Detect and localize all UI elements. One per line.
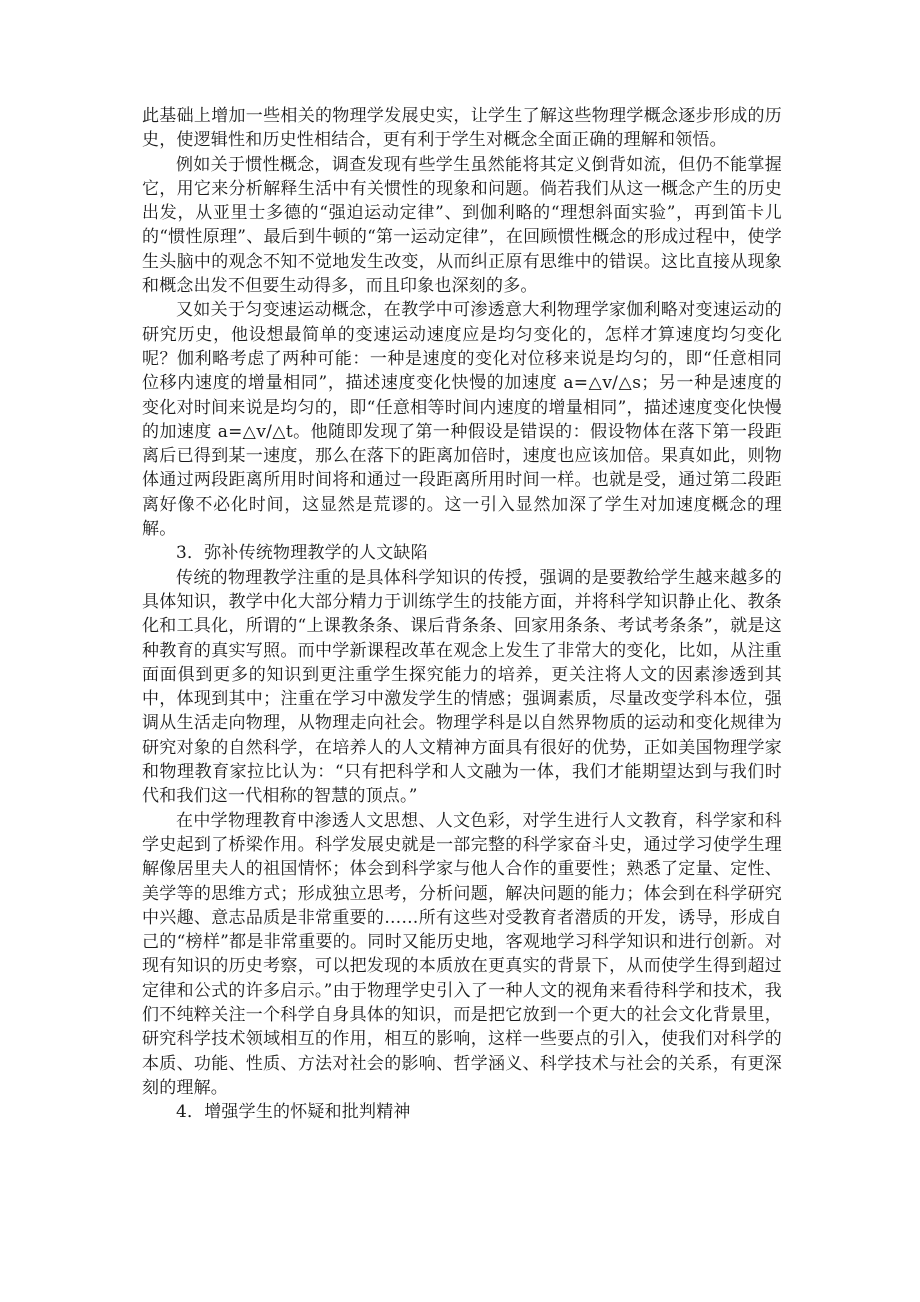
document-body bbox=[142, 104, 782, 1124]
paragraph-traditional-teaching: 传统的物理教学注重的是具体科学知识的传授，强调的是要教给学生越来越多的具体知识，教学中化大部分精力于训练学生的技能方面，并将科学知识静止化、教条化和工具化，所谓的“上课教条条、课后背条条、回家用条条、考试考条条”，就是这种教育的真实写照。而中学新课程改革在观念上发生了非常大的变化，比如，从注重面面俱到更多的知识到更注重学生探究能力的培养，更关注将人文的因素渗透到其中，体现到其中；注重在学习中激发学生的情感；强调素质，尽量改变学科本位，强调从生活走向物理，从物理走向社会。物理学科是以自然界物质的运动和变化规律为研究对象的自然科学，在培养人的人文精神方面具有很好的优势，正如美国物理学家和物理教育家拉比认为：“只有把科学和人文融为一体，我们才能期望达到与我们时代和我们这一代相称的智慧的顶点。” bbox=[142, 567, 782, 807]
paragraph-uniform-acceleration-example: 又如关于匀变速运动概念，在教学中可渗透意大利物理学家伽利略对变速运动的研究历史，他设想最简单的变速运动速度应是均匀变化的，怎样才算速度均匀变化呢？伽利略考虑了两种可能：一种是速度的变化对位移来说是均匀的，即“任意相同位移内速度的增量相同”，描述速度变化快慢的加速度 a=△v/△s；另一种是速度的变化对时间来说是均匀的，即“任意相等时间内速度的增量相同”，描述速度变化快慢的加速度 a=△v/△t。他随即发现了第一种假设是错误的：假设物体在落下第一段距离后已得到某一速度，那么在落下的距离加倍时，速度也应该加倍。果真如此，则物体通过两段距离所用时间将和通过一段距离所用时间一样。也就是受，通过第二段距离好像不必化时间，这显然是荒谬的。这一引入显然加深了学生对加速度概念的理解。 bbox=[142, 300, 782, 540]
paragraph-inertia-example: 例如关于惯性概念，调查发现有些学生虽然能将其定义倒背如流，但仍不能掌握它，用它来分析解释生活中有关惯性的现象和问题。倘若我们从这一概念产生的历史出发，从亚里士多德的“强迫运动定律”、到伽利略的“理想斜面实验”，再到笛卡儿的“惯性原理”、最后到牛顿的“第一运动定律”，在回顾惯性概念的形成过程中，使学生头脑中的观念不知不觉地发生改变，从而纠正原有思维中的错误。这比直接从现象和概念出发不但要生动得多，而且印象也深刻的多。 bbox=[142, 154, 782, 297]
paragraph-humanistic-education: 在中学物理教育中渗透人文思想、人文色彩，对学生进行人文教育，科学家和科学史起到了桥梁作用。科学发展史就是一部完整的科学家奋斗史，通过学习使学生理解像居里夫人的祖国情怀；体会到科学家与他人合作的重要性；熟悉了定量、定性、美学等的思维方式；形成独立思考，分析问题，解决问题的能力；体会到在科学研究中兴趣、意志品质是非常重要的……所有这些对受教育者潜质的开发，诱导，形成自己的“榜样”都是非常重要的。同时又能历史地，客观地学习科学知识和进行创新。对现有知识的历史考察，可以把发现的本质放在更真实的背景下，从而使学生得到超过定律和公式的许多启示。”由于物理学史引入了一种人文的视角来看待科学和技术，我们不纯粹关注一个科学自身具体的知识，而是把它放到一个更大的社会文化背景里，研究科学技术领域相互的作用，相互的影响，这样一些要点的引入，使我们对科学的本质、功能、性质、方法对社会的影响、哲学涵义、科学技术与社会的关系，有更深刻的理解。 bbox=[142, 810, 782, 1098]
section-heading-3: 3．弥补传统物理教学的人文缺陷 bbox=[176, 543, 428, 564]
section-heading-4: 4．增强学生的怀疑和批判精神 bbox=[176, 1102, 411, 1123]
paragraph-continuation: 此基础上增加一些相关的物理学发展史实，让学生了解这些物理学概念逐步形成的历史，使逻辑性和历史性相结合，更有利于学生对概念全面正确的理解和领悟。 bbox=[142, 106, 782, 151]
